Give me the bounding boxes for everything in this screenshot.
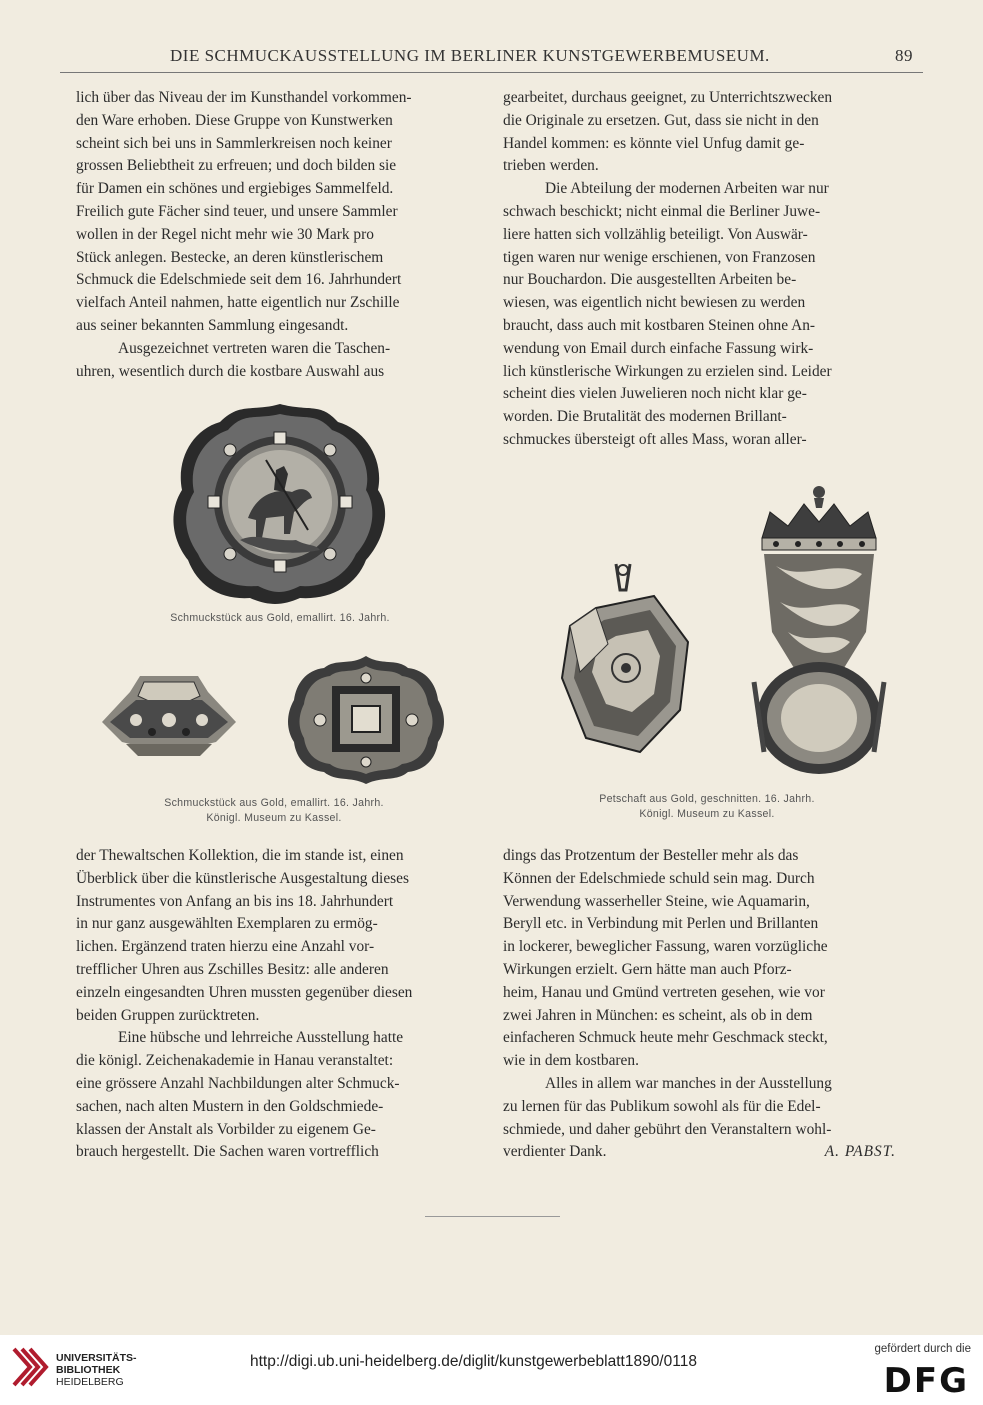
text-line: wollen in der Regel nicht mehr wie 30 Mark pro	[76, 225, 374, 243]
text-line: uhren, wesentlich durch die kostbare Auswahl aus	[76, 362, 385, 380]
text-line: Stück anlegen. Bestecke, an deren künstlerischem	[76, 248, 384, 266]
running-title: DIE SCHMUCKAUSSTELLUNG IM BERLINER KUNSTGEWERBEMUSEUM.	[170, 46, 770, 65]
header-rule	[60, 72, 923, 73]
text-line: brauch hergestellt. Die Sachen waren vortrefflich	[76, 1143, 379, 1161]
text-line: in lockerer, beweglicher Fassung, waren vorzügliche	[503, 938, 828, 956]
text-line: Wirkungen erzielt. Gern hätte man auch Pforz-	[503, 960, 792, 978]
closing-line	[503, 1141, 908, 1164]
library-name-line: BIBLIOTHEK	[56, 1364, 121, 1376]
jewel-engraving-pendant	[96, 668, 242, 760]
text-line: Ausgezeichnet vertreten waren die Taschen-	[118, 339, 391, 357]
closing-text: verdienter Dank.	[503, 1143, 607, 1161]
text-line: tigen waren nur wenige erschienen, von Franzosen	[503, 248, 816, 266]
library-logo-icon	[10, 1345, 50, 1389]
text-line: die königl. Zeichenakademie in Hanau veranstaltet:	[76, 1052, 394, 1070]
left-column-top	[76, 87, 484, 383]
caption-line: Petschaft aus Gold, geschnitten. 16. Jahrh.	[599, 793, 815, 805]
text-line: heim, Hanau und Gmünd vertreten gesehen, wie vor	[503, 983, 825, 1001]
text-line: Instrumentes von Anfang an bis ins 18. Jahrhundert	[76, 892, 394, 910]
text-line: für Damen ein schönes und ergiebiges Sammelfeld.	[76, 180, 394, 198]
text-line: beiden Gruppen zurücktreten.	[76, 1006, 260, 1024]
text-line: Handel kommen: es könnte viel Unfug damit ge-	[503, 134, 805, 152]
text-line: Alles in allem war manches in der Ausstellung	[545, 1074, 832, 1092]
text-line: wendung von Email durch einfache Fassung wirk-	[503, 339, 814, 357]
text-line: grossen Beliebtheit zu erfreuen; und doch bilden sie	[76, 157, 397, 175]
text-line: zwei Jahren in München: es scheint, als ob in dem	[503, 1006, 813, 1024]
figure-caption-1	[126, 611, 434, 626]
jewel-engraving-brooch	[286, 654, 446, 786]
seal-engraving-crowned	[744, 482, 894, 782]
text-line: nur Bouchardon. Die ausgestellten Arbeiten be-	[503, 271, 797, 289]
right-column-top	[503, 87, 908, 452]
running-head	[60, 46, 913, 72]
text-line: aus seiner bekannten Sammlung eingesandt.	[76, 316, 349, 334]
text-line: Überblick über die künstlerische Ausgestaltung dieses	[76, 869, 409, 887]
text-line: der Thewaltschen Kollektion, die im stande ist, einen	[76, 847, 404, 864]
text-line: eine grössere Anzahl Nachbildungen alter Schmuck-	[76, 1074, 400, 1092]
text-line: einfacheren Schmuck heute mehr Geschmack steckt,	[503, 1029, 828, 1047]
text-line: die Originale zu ersetzen. Gut, dass sie nicht in den	[503, 111, 819, 129]
text-line: Schmuck die Edelschmiede seit dem 16. Jahrhundert	[76, 271, 402, 289]
right-column-bottom	[503, 845, 908, 1164]
text-line: in nur ganz ausgewählten Exemplaren zu ermög-	[76, 915, 378, 933]
text-line: lichen. Ergänzend traten hierzu eine Anzahl vor-	[76, 938, 375, 956]
text-line: Beryll etc. in Verbindung mit Perlen und Brillanten	[503, 915, 819, 933]
text-line: gearbeitet, durchaus geeignet, zu Unterrichtszwecken	[503, 89, 833, 106]
text-line: Freilich gute Fächer sind teuer, und unsere Sammler	[76, 202, 398, 220]
library-name-line: UNIVERSITÄTS-	[56, 1352, 137, 1364]
text-line: schwach beschickt; nicht einmal die Berliner Juwe-	[503, 202, 821, 220]
digitization-footer	[0, 1335, 983, 1405]
caption-line: Königl. Museum zu Kassel.	[206, 812, 342, 824]
text-line: scheint sich bei uns in Sammlerkreisen noch keiner	[76, 134, 392, 152]
left-column-bottom	[76, 845, 484, 1164]
library-name-line: HEIDELBERG	[56, 1376, 124, 1388]
text-line: wie in dem kostbaren.	[503, 1052, 639, 1070]
source-url-link[interactable]: http://digi.ub.uni-heidelberg.de/diglit/kunstgewerbeblatt1890/0118	[250, 1353, 697, 1370]
text-line: scheint dies vielen Juwelieren noch nicht klar ge-	[503, 385, 807, 403]
author-signature: A. PABST.	[824, 1143, 896, 1161]
text-line: klassen der Anstalt als Vorbilder zu eigenem Ge-	[76, 1120, 376, 1138]
text-line: braucht, dass auch mit kostbaren Steinen ohne An-	[503, 316, 816, 334]
caption-line: Königl. Museum zu Kassel.	[639, 808, 775, 820]
text-line: sachen, nach alten Mustern in den Goldschmiede-	[76, 1097, 384, 1115]
text-line: Eine hübsche und lehrreiche Ausstellung hatte	[118, 1029, 404, 1047]
end-rule	[425, 1216, 560, 1217]
text-line: wiesen, was eigentlich nicht bewiesen zu werden	[503, 294, 806, 312]
text-line: trieben werden.	[503, 157, 599, 175]
text-line: Die Abteilung der modernen Arbeiten war nur	[545, 180, 829, 198]
text-line: Verwendung wasserheller Steine, wie Aquamarin,	[503, 892, 810, 910]
text-line: dings das Protzentum der Besteller mehr als das	[503, 847, 799, 864]
text-line: vielfach Anteil nahmen, hatte eigentlich nur Zschille	[76, 294, 400, 312]
text-line: schmuckes übersteigt oft alles Mass, woran aller-	[503, 430, 807, 448]
text-line: lich über das Niveau der im Kunsthandel vorkommen-	[76, 89, 412, 106]
text-line: worden. Die Brutalität des modernen Brillant-	[503, 408, 787, 426]
text-line: schmiede, und daher gebührt den Veranstaltern wohl-	[503, 1120, 832, 1138]
text-line: trefflicher Uhren aus Zschilles Besitz: alle anderen	[76, 960, 389, 978]
caption-line: Schmuckstück aus Gold, emallirt. 16. Jahrh.	[164, 797, 384, 809]
figure-caption-2	[106, 796, 442, 826]
page-number: 89	[895, 46, 913, 65]
text-line: lich künstlerische Wirkungen zu erzielen sind. Leider	[503, 362, 832, 380]
caption-line: Schmuckstück aus Gold, emallirt. 16. Jahrh.	[170, 612, 390, 624]
dfg-logo: DFG	[883, 1361, 969, 1401]
jewel-engraving-round	[170, 400, 390, 605]
text-line: liere hatten sich vollzählig beteiligt. Von Auswär-	[503, 225, 808, 243]
seal-engraving-hexagonal	[556, 560, 694, 775]
text-line: den Ware erhoben. Diese Gruppe von Kunstwerken	[76, 111, 393, 129]
funded-by-label: gefördert durch die	[874, 1343, 971, 1355]
figure-caption-3	[552, 792, 862, 822]
text-line: Können der Edelschmiede schuld sein mag. Durch	[503, 869, 815, 887]
text-line: einzeln eingesandten Uhren mussten gegenüber diesen	[76, 983, 413, 1001]
library-name	[56, 1352, 137, 1388]
text-line: zu lernen für das Publikum sowohl als für die Edel-	[503, 1097, 821, 1115]
